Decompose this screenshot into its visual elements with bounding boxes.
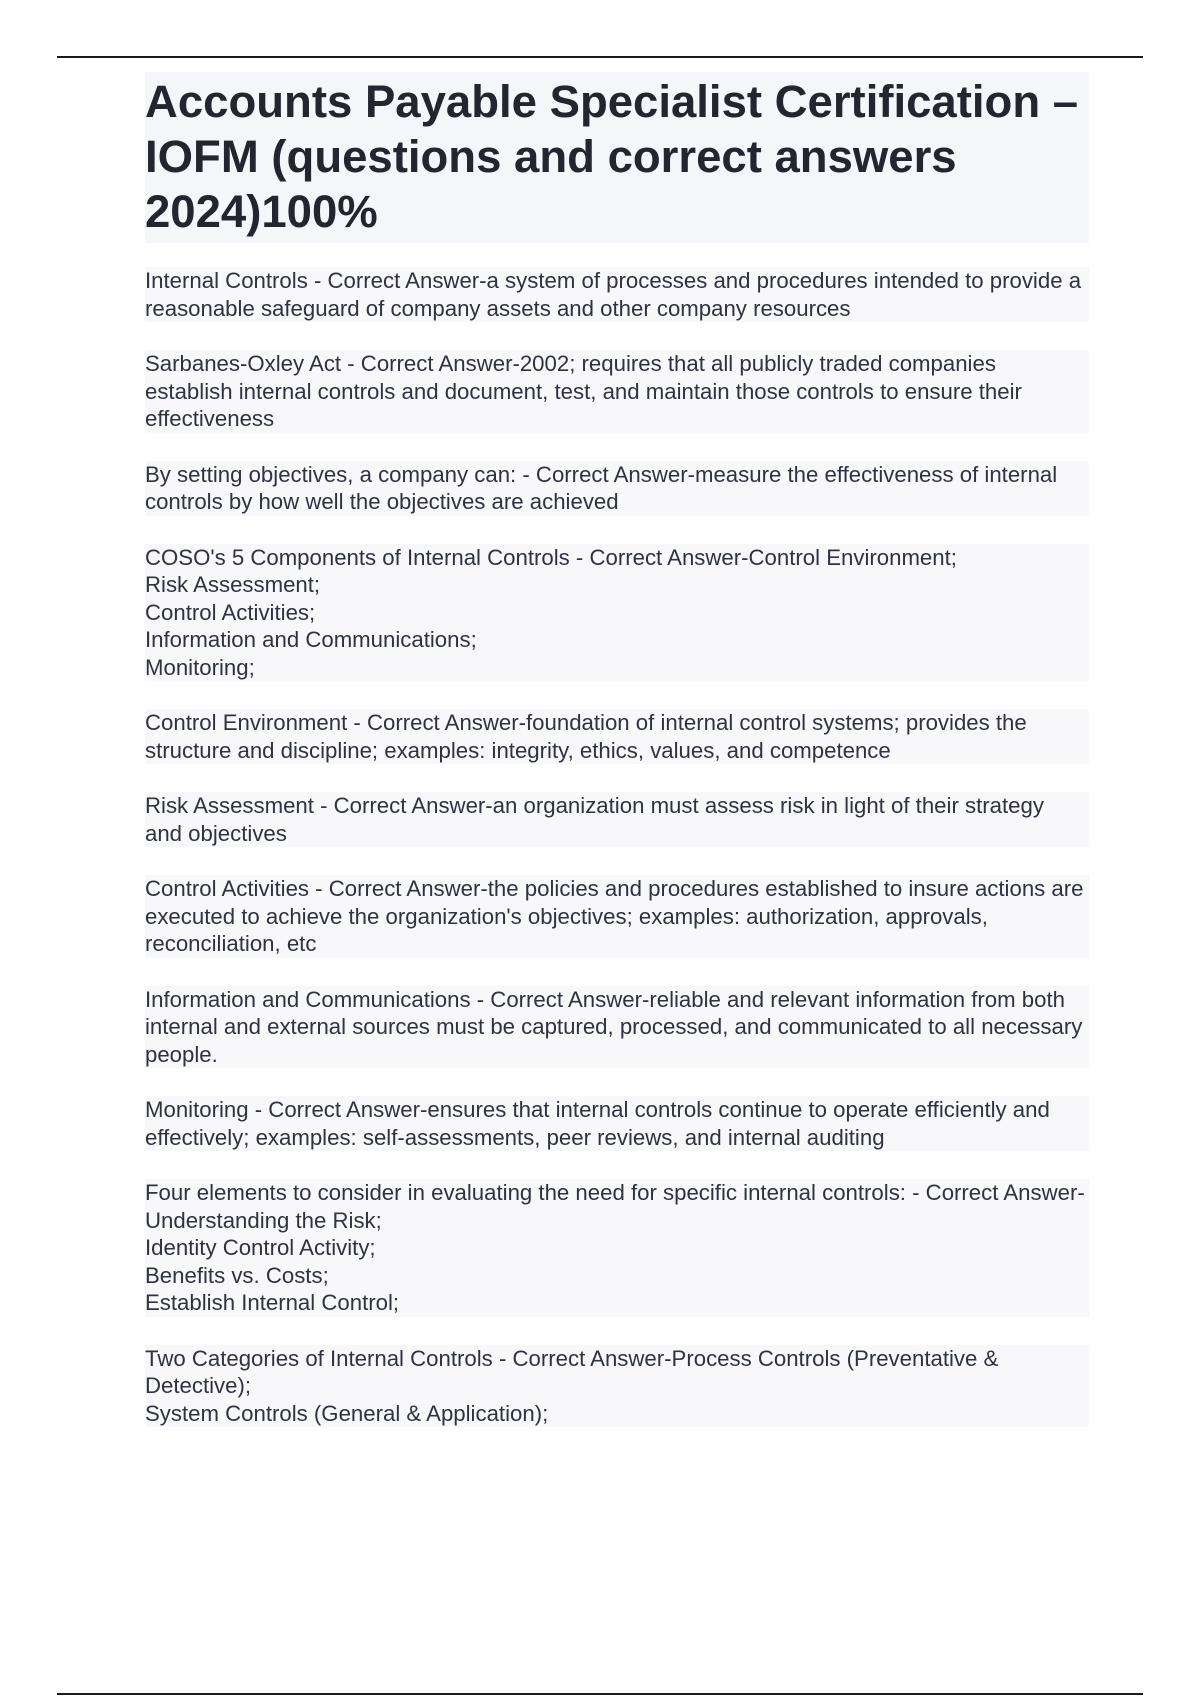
- top-rule: [57, 56, 1143, 58]
- title-block: [145, 72, 1089, 243]
- qa-entry-monitoring: Monitoring - Correct Answer-ensures that internal controls continue to operate efficiently and effectively; examples: self-assessments, peer reviews, and internal auditing: [145, 1096, 1089, 1151]
- document-title: Accounts Payable Specialist Certification – IOFM (questions and correct answers 2024)100%: [145, 76, 1079, 237]
- qa-entry-coso-components: COSO's 5 Components of Internal Controls - Correct Answer-Control Environment; Risk Assessment; Control Activities; Information and Communications; Monitoring;: [145, 544, 1089, 682]
- qa-entry-risk-assessment: Risk Assessment - Correct Answer-an organization must assess risk in light of their strategy and objectives: [145, 792, 1089, 847]
- bottom-rule: [57, 1693, 1143, 1695]
- qa-entry-two-categories: Two Categories of Internal Controls - Correct Answer-Process Controls (Preventative & Detective); System Controls (General & Application);: [145, 1345, 1089, 1428]
- qa-entry-internal-controls: Internal Controls - Correct Answer-a system of processes and procedures intended to provide a reasonable safeguard of company assets and other company resources: [145, 267, 1089, 322]
- qa-entry-control-activities: Control Activities - Correct Answer-the policies and procedures established to insure actions are executed to achieve the organization's objectives; examples: authorization, approvals, reconciliation, etc: [145, 875, 1089, 958]
- qa-entry-control-environment: Control Environment - Correct Answer-foundation of internal control systems; provides the structure and discipline; examples: integrity, ethics, values, and competence: [145, 709, 1089, 764]
- qa-entry-information-communications: Information and Communications - Correct Answer-reliable and relevant information from both internal and external sources must be captured, processed, and communicated to all necessary people.: [145, 986, 1089, 1069]
- document-body: [145, 72, 1089, 1455]
- qa-entry-setting-objectives: By setting objectives, a company can: - Correct Answer-measure the effectiveness of internal controls by how well the objectives are achieved: [145, 461, 1089, 516]
- qa-entry-four-elements: Four elements to consider in evaluating the need for specific internal controls: - Correct Answer-Understanding the Risk; Identity Control Activity; Benefits vs. Costs; Establish Internal Control;: [145, 1179, 1089, 1317]
- qa-entry-sarbanes-oxley: Sarbanes-Oxley Act - Correct Answer-2002; requires that all publicly traded companies establish internal controls and document, test, and maintain those controls to ensure their effectiveness: [145, 350, 1089, 433]
